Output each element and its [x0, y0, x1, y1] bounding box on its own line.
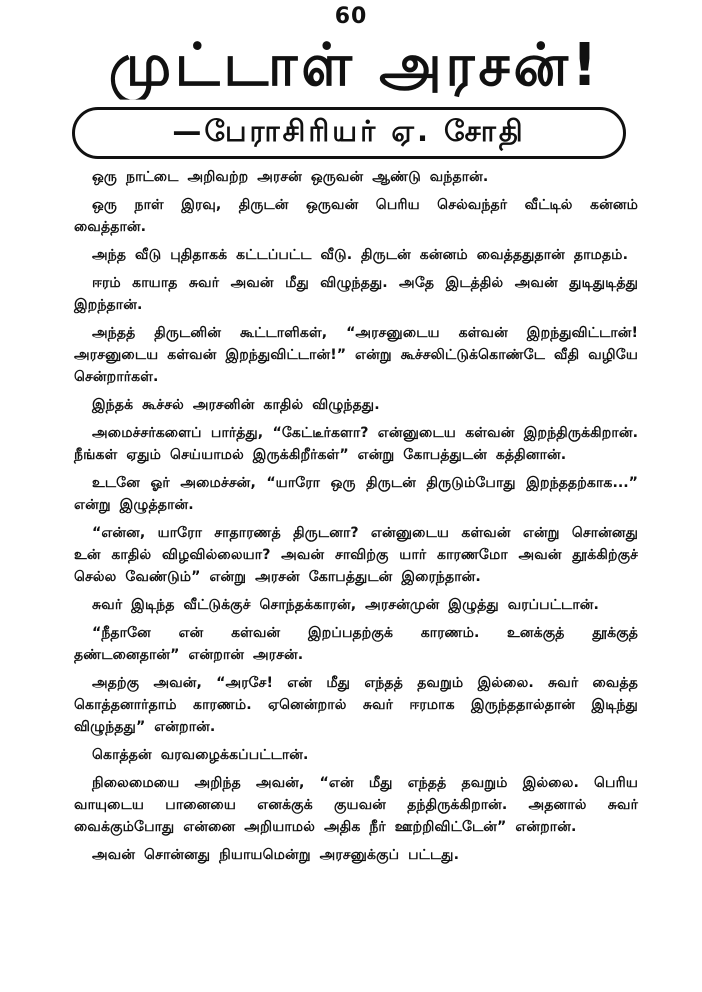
story-body: [74, 166, 638, 872]
story-paragraph: அந்த வீடு புதிதாகக் கட்டப்பட்ட வீடு. திருடன் கன்னம் வைத்ததுதான் தாமதம்.: [92, 247, 628, 263]
story-paragraph: இந்தக் கூச்சல் அரசனின் காதில் விழுந்தது.: [92, 397, 380, 413]
story-paragraph: “என்ன, யாரோ சாதாரணத் திருடனா? என்னுடைய கள்வன் என்று சொன்னது உன் காதில் விழவில்லையா? அவன் சாவிற்கு யார் காரணமோ அவன் தூக்கிற்குச் செல்ல வேண்டும்” என்று அரசன் கோபத்துடன் இரைந்தான்.: [74, 525, 638, 585]
story-paragraph: அந்தத் திருடனின் கூட்டாளிகள், “அரசனுடைய கள்வன் இறந்துவிட்டான்! அரசனுடைய கள்வன் இறந்துவிட்டான்!” என்று கூச்சலிட்டுக்கொண்டே வீதி வழியே சென்றார்கள்.: [74, 325, 638, 385]
story-paragraph: ஒரு நாள் இரவு, திருடன் ஒருவன் பெரிய செல்வந்தர் வீட்டில் கன்னம் வைத்தான்.: [74, 197, 638, 235]
story-paragraph: நிலைமையை அறிந்த அவன், “என் மீது எந்தத் தவறும் இல்லை. பெரிய வாயுடைய பானையை எனக்குக் குயவன் தந்திருக்கிறான். அதனால் சுவர் வைக்கும்போது என்னை அறியாமல் அதிக நீர் ஊற்றிவிட்டேன்” என்றான்.: [74, 775, 638, 835]
author-box: [72, 107, 626, 159]
story-paragraph: அதற்கு அவன், “அரசே! என் மீது எந்தத் தவறும் இல்லை. சுவர் வைத்த கொத்தனார்தாம் காரணம். ஏனென்றால் சுவர் ஈரமாக இருந்ததால்தான் இடிந்து விழுந்தது” என்றான்.: [74, 675, 638, 735]
story-paragraph: உடனே ஓர் அமைச்சன், “யாரோ ஒரு திருடன் திருடும்போது இறந்ததற்காக...” என்று இழுத்தான்.: [74, 475, 638, 513]
story-paragraph: ஒரு நாட்டை அறிவற்ற அரசன் ஒருவன் ஆண்டு வந்தான்.: [92, 169, 489, 185]
story-paragraph: கொத்தன் வரவழைக்கப்பட்டான்.: [92, 747, 309, 763]
author-name: —பேராசிரியர் ஏ. சோதி: [172, 114, 526, 148]
story-paragraph: “நீதானே என் கள்வன் இறப்பதற்குக் காரணம். உனக்குத் தூக்குத் தண்டனைதான்” என்றான் அரசன்.: [74, 625, 638, 663]
story-paragraph: சுவர் இடிந்த வீட்டுக்குச் சொந்தக்காரன், அரசன்முன் இழுத்து வரப்பட்டான்.: [92, 597, 599, 613]
story-paragraph: அமைச்சர்களைப் பார்த்து, “கேட்டீர்களா? என்னுடைய கள்வன் இறந்திருக்கிறான். நீங்கள் ஏதும் செய்யாமல் இருக்கிறீர்கள்” என்று கோபத்துடன் கத்தினான்.: [74, 425, 638, 463]
story-paragraph: ஈரம் காயாத சுவர் அவன் மீது விழுந்தது. அதே இடத்தில் அவன் துடிதுடித்து இறந்தான்.: [74, 275, 638, 313]
story-paragraph: அவன் சொன்னது நியாயமென்று அரசனுக்குப் பட்டது.: [92, 847, 459, 863]
story-title: முட்டாள் அரசன்!: [108, 32, 602, 100]
page-number: 60: [334, 4, 368, 29]
